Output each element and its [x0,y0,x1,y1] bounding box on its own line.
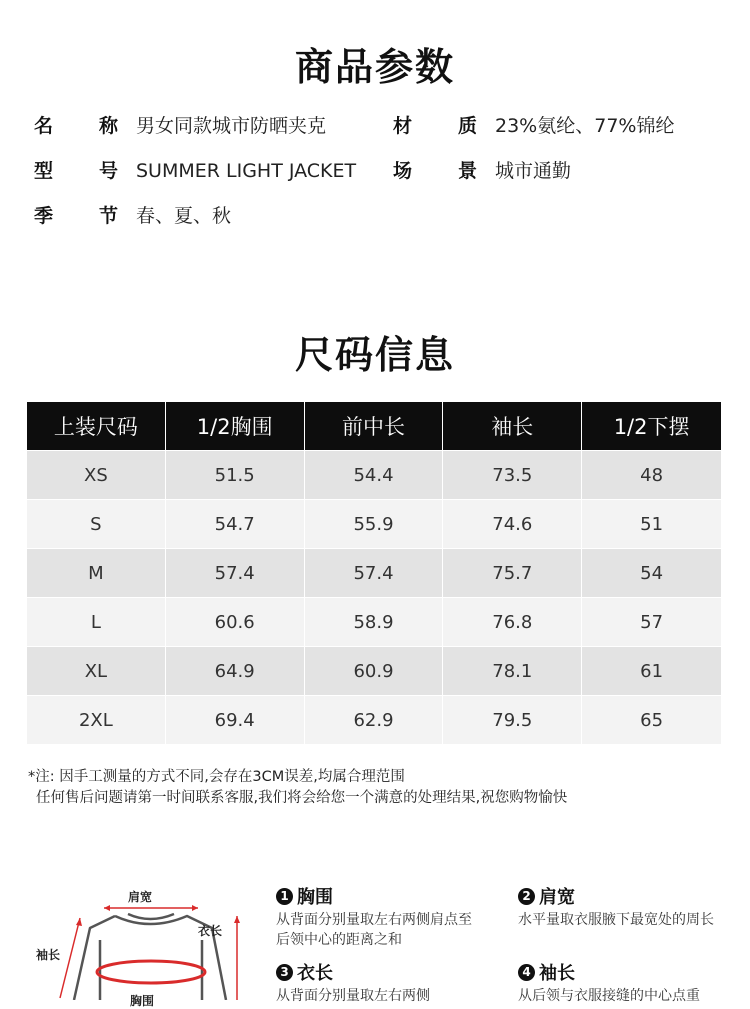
note-line-1: *注: 因手工测量的方式不同,会存在3CM误差,均属合理范围 [28,769,405,785]
table-cell: 61 [582,646,721,695]
table-cell: 75.7 [443,548,582,597]
number-badge-icon: 3 [276,964,293,981]
measurement-diagram [30,880,250,1008]
header-chest: 1/2胸围 [166,402,305,450]
measure-title: 肩宽 [539,887,575,908]
param-value-model: SUMMER LIGHT JACKET [136,160,357,182]
number-badge-icon: 2 [518,888,535,905]
table-cell: M [27,548,166,597]
table-row [27,695,721,744]
param-value-name: 男女同款城市防晒夹克 [136,115,327,137]
param-label-material: 材 质 [393,115,477,137]
diagram-label-length: 衣长 [198,924,223,938]
table-cell: XL [27,646,166,695]
table-cell: 69.4 [166,695,305,744]
table-cell: 76.8 [443,597,582,646]
param-value-season: 春、夏、秋 [136,205,232,227]
table-cell: 74.6 [443,499,582,548]
table-cell: 51.5 [166,450,305,499]
measure-title: 衣长 [297,963,333,984]
measure-title: 袖长 [539,963,575,984]
table-cell: 57.4 [166,548,305,597]
measure-desc: 从背面分别量取左右两侧肩点至后领中心的距离之和 [276,912,472,948]
note-line-2: 任何售后问题请第一时间联系客服,我们将会给您一个满意的处理结果,祝您购物愉快 [36,790,568,806]
measure-title: 胸围 [297,887,333,908]
table-cell: 62.9 [305,695,444,744]
table-cell: XS [27,450,166,499]
diagram-label-shoulder: 肩宽 [128,890,153,904]
table-cell: 57 [582,597,721,646]
size-table-header [27,402,721,450]
measure-item-length [276,960,496,1006]
table-row [27,597,721,646]
table-cell: L [27,597,166,646]
param-value-material: 23%氨纶、77%锦纶 [495,115,675,137]
measure-item-sleeve [518,960,738,1006]
table-cell: 51 [582,499,721,548]
params-title: 商品参数 [294,45,455,89]
table-cell: 78.1 [443,646,582,695]
param-label-scene: 场 景 [393,160,477,182]
table-row [27,499,721,548]
header-front-length: 前中长 [305,402,444,450]
measure-desc: 水平量取衣服腋下最宽处的周长 [518,912,714,928]
table-cell: 58.9 [305,597,444,646]
measure-item-chest [276,884,496,950]
table-cell: 54 [582,548,721,597]
table-cell: 55.9 [305,499,444,548]
param-label-model: 型 号 [34,160,118,182]
table-cell: 57.4 [305,548,444,597]
measure-item-shoulder [518,884,738,930]
header-hem: 1/2下摆 [582,402,721,450]
diagram-label-sleeve: 袖长 [36,948,61,962]
table-cell: 54.4 [305,450,444,499]
table-row [27,450,721,499]
table-cell: 79.5 [443,695,582,744]
param-label-name: 名 称 [34,115,118,137]
measure-desc: 从后领与衣服接缝的中心点重 [518,988,700,1004]
table-row [27,548,721,597]
table-cell: 2XL [27,695,166,744]
size-table [27,402,721,744]
header-size: 上装尺码 [27,402,166,450]
param-label-season: 季 节 [34,205,118,227]
table-row [27,646,721,695]
diagram-label-chest: 胸围 [130,994,155,1008]
measure-desc: 从背面分别量取左右两侧 [276,988,430,1004]
table-cell: 73.5 [443,450,582,499]
table-cell: 60.6 [166,597,305,646]
table-cell: 60.9 [305,646,444,695]
size-title: 尺码信息 [294,333,455,377]
number-badge-icon: 4 [518,964,535,981]
number-badge-icon: 1 [276,888,293,905]
table-cell: 65 [582,695,721,744]
table-cell: 64.9 [166,646,305,695]
header-sleeve: 袖长 [443,402,582,450]
param-value-scene: 城市通勤 [495,160,572,182]
table-cell: S [27,499,166,548]
table-cell: 54.7 [166,499,305,548]
table-cell: 48 [582,450,721,499]
